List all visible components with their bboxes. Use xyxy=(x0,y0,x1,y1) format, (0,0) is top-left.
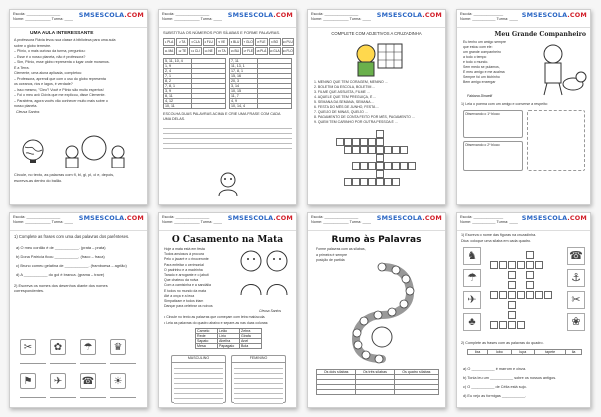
header: Escola: ________________ Nome: ____________ Turma: ____ SMSESCOLA.COM xyxy=(159,10,296,28)
worksheet-5[interactable] xyxy=(9,212,148,408)
table-row: Sapato Abelha Anel xyxy=(196,339,262,344)
table-row: Rede Lírio Girafa xyxy=(196,334,262,339)
syllable-cell: 8 FLE xyxy=(257,39,266,44)
poem-line: que estou com ele: xyxy=(463,45,493,49)
crossword-cell[interactable] xyxy=(344,178,352,186)
table-row[interactable]: 3, 9 xyxy=(164,88,226,93)
picture-item[interactable]: ⚑ xyxy=(20,373,48,403)
column-masculino[interactable]: MASCULINO xyxy=(171,355,226,403)
picture-item[interactable]: ☂ xyxy=(80,339,108,369)
table-row[interactable]: 7, 11 xyxy=(230,58,292,63)
instruction-2: • Leia as palavras do quadro abaixo e separe-as nas duas colunas: xyxy=(164,321,269,325)
site-logo: SMSESCOLA.COM xyxy=(521,214,587,222)
signature: Cleusa Santos xyxy=(259,309,282,313)
poem-line: Que chateou da noiva xyxy=(164,278,199,283)
crossword-cell[interactable] xyxy=(400,146,408,154)
site-logo: SMSESCOLA.COM xyxy=(78,11,144,19)
sentence: d) A ___________ do gol é branca. (grama – trave) xyxy=(16,271,105,277)
text-line: A professora Flávia levou sua classe à biblioteca para uma aula xyxy=(14,38,116,42)
table-row: Camelo Leão Zebra xyxy=(196,329,262,334)
instruction xyxy=(14,172,144,183)
sentence: a) O ___________ é marrom e cinza. xyxy=(463,367,527,371)
clue-item: 5. SEMANA DA SEMANA, SEMANA ... xyxy=(314,100,375,104)
syllable-cell: 16 BLI xyxy=(230,48,240,53)
sentence: c) Bruno comeu gelatina de ___________. (framboesa – agrião) xyxy=(16,262,127,268)
table-row[interactable]: 5, 11, 10, 4 xyxy=(164,58,226,63)
instruction-line: UMA DELAS. xyxy=(163,117,186,122)
word-box xyxy=(467,349,582,355)
instruction: SUBSTITUA OS NÚMEROS POR SÍLABAS E FORME PALAVRAS. xyxy=(163,30,281,35)
syllable-cell: 15 TA xyxy=(216,47,228,55)
answer-lines[interactable] xyxy=(163,124,292,150)
poem-line: Pelo o jacaré e o rinoceronte xyxy=(164,257,209,262)
text-line: – Parabéns, agora vocês vão conhecer muito mais sobre o xyxy=(14,98,108,103)
text-line: – Esse é o nosso planeta, não é professora? xyxy=(14,54,86,59)
crossword-cell[interactable] xyxy=(376,130,384,138)
syllable-cell: 10 PLU xyxy=(282,39,293,44)
table-row[interactable] xyxy=(317,390,439,395)
picture-item[interactable]: ♛ xyxy=(110,339,138,369)
syllable-cell: 11 MA xyxy=(164,48,174,53)
poem-line: Eu tenho um amigo sempre xyxy=(463,40,506,44)
crossword-cell[interactable] xyxy=(376,146,384,154)
syllable-cell: 19 GLA xyxy=(269,48,280,53)
crossword-cell[interactable] xyxy=(392,146,400,154)
crossword-cell[interactable] xyxy=(392,162,400,170)
crossword-cell[interactable] xyxy=(368,138,376,146)
sentence: d) Eu vejo as formigas ___________. xyxy=(463,394,527,398)
sentences xyxy=(10,243,147,279)
syllable-cell: 18 PLÁ xyxy=(256,48,267,53)
crossword-cell[interactable] xyxy=(526,251,534,259)
crossword-cell[interactable] xyxy=(400,162,408,170)
poem-line: Para enfeitar o cerimonial xyxy=(164,262,204,267)
instruction-line: posição de partida xyxy=(316,258,345,263)
poem-line: Tarado e arrogante e o jabuti xyxy=(164,273,209,278)
text-line: – Foi o meu avô Clóvis que me explicou, disse Clemente. xyxy=(14,93,106,97)
poem-line: O padrinho e a madrinha xyxy=(164,267,203,272)
signature: Cleusa Santos xyxy=(16,109,40,114)
crossword-cell[interactable] xyxy=(376,178,384,186)
syllable-cell: 6 BLU xyxy=(230,39,240,44)
boy-with-crossword-image xyxy=(348,40,406,78)
poem-line: Bem amigo enxergar xyxy=(463,80,496,84)
table-header: Os dois sílabas Os três sílabas Os quatro sílabas xyxy=(317,370,439,375)
crossword-cell[interactable] xyxy=(360,162,368,170)
crossword-cell[interactable] xyxy=(490,291,498,299)
worksheet-4[interactable] xyxy=(456,9,591,205)
instruction-line: 2) Escreva os nomes dos desenhos diante dos nomes xyxy=(14,282,108,288)
crossword-cell[interactable] xyxy=(352,162,360,170)
crossword-cell[interactable] xyxy=(352,146,360,154)
table-row[interactable]: 15, 16 xyxy=(230,73,292,78)
poem-line: Sem medo se pulamos, xyxy=(463,65,500,69)
question-2 xyxy=(10,279,147,294)
instruction-line: Circule, no texto, as palavras com fl, bl, gl, pl, cl e, depois, xyxy=(14,172,115,177)
crossword-grid[interactable] xyxy=(328,130,428,200)
instruction-line: escreva-as dentro do balão. xyxy=(14,177,63,183)
poem-line: um grande companheiro xyxy=(463,50,501,54)
crossword-cell[interactable] xyxy=(392,178,400,186)
site-logo: SMSESCOLA.COM xyxy=(78,214,144,222)
answer-box-1[interactable]: Observando o 1º bloco: xyxy=(463,110,523,138)
poem-line: E todos no mundo da mata xyxy=(164,288,207,293)
clue-item: 7. QUEIJO DE MINAS, QUEIJO ... xyxy=(314,110,368,114)
number-table xyxy=(163,58,292,109)
answer-box-2[interactable]: Observando o 2º bloco: xyxy=(463,141,523,171)
text-line: – Isso mesmo, "Cleo"! Você e Plínio são muito espertos! xyxy=(14,87,104,92)
column-feminino[interactable]: FEMININO xyxy=(231,355,286,403)
crossword-cell[interactable] xyxy=(368,146,376,154)
instruction-line: 1) Escreva o nome das figuras na cruzadinha. xyxy=(461,233,537,237)
syllable-cell: 2 TA xyxy=(176,38,188,46)
clue-list xyxy=(314,80,442,125)
syllable-cell: 5 VE xyxy=(216,38,228,46)
crossword-cell[interactable] xyxy=(360,146,368,154)
instruction-1: • Circule no texto as palavras que começam com letra maiúscula. xyxy=(164,315,266,319)
crossword-cell[interactable] xyxy=(526,281,534,289)
crossword-picture: ☎ xyxy=(567,247,585,265)
text-line: sobre o globo terrestre. xyxy=(14,43,52,48)
header: Escola: ________________ Nome: ____________ Turma: ____ SMSESCOLA.COM xyxy=(159,213,296,231)
table-row[interactable]: 10, 14, 4 xyxy=(230,103,292,108)
crossword-cell[interactable] xyxy=(508,311,516,319)
word-row: lixa lobo lupa tapete lia xyxy=(468,350,582,355)
clue-item: 8. PAGAMENTO DE CONTA FEITO POR MÊS, PAGAMENTO ... xyxy=(314,115,415,119)
crossword-picture: ✈ xyxy=(463,291,481,309)
table-row[interactable]: 2, 4 xyxy=(164,68,226,73)
clue-item: 9. QUEM TEM CARINHO POR OUTRA PESSOA É ... xyxy=(314,120,398,124)
text-line: os oceanos, rios e lagos, é verdade? xyxy=(14,82,73,86)
signature: Fabiana Dinaelli xyxy=(467,94,493,98)
crossword-cell[interactable] xyxy=(360,178,368,186)
table-row[interactable]: 3, 14 xyxy=(230,83,292,88)
crossword-cell[interactable] xyxy=(535,291,543,299)
poem-line: É meu amigo e me acalma xyxy=(463,70,505,74)
table-row[interactable]: 8, 2 xyxy=(164,78,226,83)
header: Escola: ______________ Nome: ___________ Turma: ____ SMSESCOLA.COM xyxy=(457,213,590,231)
syllable-cell: 1 PLA xyxy=(164,39,174,44)
site-logo: SMSESCOLA.COM xyxy=(227,11,293,19)
table-row[interactable]: 7, 8, 1 xyxy=(164,83,226,88)
game-title: Rumo às Palavras xyxy=(331,235,422,245)
crossword-cell[interactable] xyxy=(376,170,384,178)
syllable-cell: 4 FLU xyxy=(204,39,213,44)
question-2: 2) Complete as frases com as palavras do quadro. xyxy=(461,341,544,345)
site-logo: SMSESCOLA.COM xyxy=(376,11,442,19)
picture-item[interactable]: ✈ xyxy=(50,373,78,403)
clue-item: 2. BOLETIM DA ESCOLA, BOLETIM ... xyxy=(314,85,376,89)
crossword-cell[interactable] xyxy=(384,146,392,154)
poem-line: Até a onça e a leoa xyxy=(164,293,195,298)
sentence: c) O ___________ de Célia está sujo. xyxy=(463,385,527,389)
crossword-picture: ♣ xyxy=(463,313,481,331)
poem-line: Sempre foi um bichinho xyxy=(463,75,500,79)
kids-with-balloon-image xyxy=(54,134,134,168)
crossword-picture: ✂ xyxy=(567,291,585,309)
picture-crossword[interactable] xyxy=(463,247,587,337)
site-logo: SMSESCOLA.COM xyxy=(521,11,587,19)
picture-item[interactable]: ☀ xyxy=(110,373,138,403)
crossword-cell[interactable] xyxy=(344,146,352,154)
boy-and-dog-image xyxy=(535,40,587,98)
worksheet-7[interactable] xyxy=(307,212,446,408)
worksheet-6[interactable] xyxy=(158,212,297,408)
crossword-cell[interactable] xyxy=(508,291,516,299)
question-1: 1) Complete as frases com uma das palavras dos parênteses. xyxy=(14,234,130,239)
crossword-cell[interactable] xyxy=(526,261,534,269)
crossword-cell[interactable] xyxy=(490,321,498,329)
crossword-cell[interactable] xyxy=(376,138,384,146)
table-row[interactable]: 4, 9 xyxy=(230,98,292,103)
sentences xyxy=(463,365,587,401)
table-row[interactable]: 20, 3 xyxy=(230,78,292,83)
clue-item: 3. FILME QUE ASSUSTA, FILME ... xyxy=(314,90,370,94)
site-logo: SMSESCOLA.COM xyxy=(376,214,442,222)
drawing-box[interactable] xyxy=(527,110,585,171)
crossword-picture: ❀ xyxy=(567,313,585,331)
poem-line: Com a camisinha e a sandália xyxy=(164,283,211,288)
story-title: UMA AULA INTERESSANTE xyxy=(30,31,94,36)
header: Escola: ________________ Nome: ____________ Turma: ____ SMSESCOLA.COM xyxy=(308,10,445,28)
site-logo: SMSESCOLA.COM xyxy=(227,214,293,222)
syllable-cell: 7 GLO xyxy=(243,39,253,44)
syllable-cell: 17 FLE xyxy=(243,48,254,53)
crossword-cell[interactable] xyxy=(499,321,507,329)
crossword-cell[interactable] xyxy=(517,261,525,269)
crossword-picture: ♞ xyxy=(463,247,481,265)
story-title: O Casamento na Mata xyxy=(171,235,284,245)
poem-line: Hoje a mata está em festa xyxy=(164,247,205,251)
table-row[interactable]: 17, 8, 1 xyxy=(230,68,292,73)
crossword-cell[interactable] xyxy=(408,162,416,170)
picture-item[interactable]: ✿ xyxy=(50,339,78,369)
poem-title: Meu Grande Companheiro xyxy=(494,31,586,38)
instruction-line: Dica: coloque uma sílaba em cada quadro. xyxy=(461,238,532,243)
instruction-line: ESCOLHA DUAS PALAVRAS ACIMA E CRIE UMA FRASE COM CADA xyxy=(163,111,281,116)
crossword-cell[interactable] xyxy=(508,261,516,269)
syllable-cell: 3 CLA xyxy=(191,39,200,44)
table-row[interactable]: 7, 1 xyxy=(164,73,226,78)
poem-text xyxy=(164,247,234,309)
header: Escola: ______________ Nome: ___________ Turma: ____ SMSESCOLA.COM xyxy=(457,10,590,28)
clue-item: 6. FESTA DO MÊS DE JUNHO, FESTA ... xyxy=(314,105,380,109)
table-row[interactable]: 10, 11 xyxy=(164,103,226,108)
crossword-cell[interactable] xyxy=(535,261,543,269)
worksheet-2[interactable] xyxy=(158,9,297,205)
text-line: nosso planeta. xyxy=(14,104,38,108)
table-row[interactable]: 11, 7 xyxy=(230,93,292,98)
clue-item: 4. AQUELE QUE TEM PREGUIÇA, É ... xyxy=(314,95,377,99)
cartoon-image xyxy=(213,170,243,196)
animal-wedding-image xyxy=(235,245,293,297)
crossword-cell[interactable] xyxy=(360,138,368,146)
picture-grid xyxy=(20,339,140,405)
crossword-cell[interactable] xyxy=(368,162,376,170)
crossword-cell[interactable] xyxy=(544,291,552,299)
worksheet-8[interactable] xyxy=(456,212,591,408)
syllable-cell: 20 FLO xyxy=(282,48,293,53)
answer-table[interactable] xyxy=(316,369,439,395)
poem-line: Simpatizam e todos iriam xyxy=(164,299,204,304)
table-row[interactable]: 4, 12 xyxy=(164,98,226,103)
syllable-path-board[interactable] xyxy=(346,261,418,365)
sentence: b) Dona Patrícia ficou ___________. (fraco – fraca) xyxy=(16,253,105,259)
globe-icon xyxy=(20,138,46,164)
table-row: Mesa Papagaio Bola xyxy=(196,344,262,349)
text-line: – Professora, aprendi que com o uso do globo representa xyxy=(14,76,106,81)
text-line: – Sim, Plínio, esse globo representa o lugar onde moramos. xyxy=(14,60,110,64)
syllable-cell: 12 TE xyxy=(176,47,188,55)
crossword-cell[interactable] xyxy=(508,281,516,289)
crossword-cell[interactable] xyxy=(499,261,507,269)
crossword-cell[interactable] xyxy=(508,321,516,329)
crossword-cell[interactable] xyxy=(517,291,525,299)
worksheet-3[interactable] xyxy=(307,9,446,205)
crossword-cell[interactable] xyxy=(508,301,516,309)
crossword-cell[interactable] xyxy=(517,321,525,329)
crossword-cell[interactable] xyxy=(336,138,344,146)
instruction-line: a primeira é sempre xyxy=(316,252,348,257)
instruction-2 xyxy=(159,109,296,123)
table-row[interactable]: 1, 9 xyxy=(164,63,226,68)
story-text xyxy=(10,38,147,110)
crossword-cell[interactable] xyxy=(384,178,392,186)
crossword-cell[interactable] xyxy=(384,162,392,170)
crossword-cell[interactable] xyxy=(508,271,516,279)
word-box xyxy=(195,328,262,349)
syllable-cell: 9 BO xyxy=(269,38,281,46)
poem-line: e todo o mundo. xyxy=(463,60,489,64)
crossword-cell[interactable] xyxy=(352,138,360,146)
poem-line: Todos ansiosos à procura xyxy=(164,252,204,257)
picture-item[interactable]: ☎ xyxy=(80,373,108,403)
question-1 xyxy=(457,231,590,246)
crossword-cell[interactable] xyxy=(526,291,534,299)
worksheet-1[interactable] xyxy=(9,9,148,205)
table-row[interactable]: 10, 15 xyxy=(230,88,292,93)
crossword-cell[interactable] xyxy=(344,138,352,146)
poem-line: Dançar para celebrar os noivos xyxy=(164,304,213,309)
header: Escola: ________________ Nome: ____________ Turma: ____ SMSESCOLA.COM xyxy=(10,213,147,231)
crossword-cell[interactable] xyxy=(499,291,507,299)
text-line: Clemente, uma aluna aplicada, completou: xyxy=(14,71,83,75)
poem-line: a todo o tempo xyxy=(463,55,487,59)
text-line: É a Terra. xyxy=(14,65,30,70)
crossword-cell[interactable] xyxy=(376,154,384,162)
table-row[interactable]: 8, 11 xyxy=(164,93,226,98)
poem-text xyxy=(463,40,531,85)
syllable-grid xyxy=(163,38,294,55)
clue-item: 1. MENINO QUE TEM CORAGEM, MENINO ... xyxy=(314,80,388,84)
header: Escola: ________________ Nome: ____________ Turma: ____ SMSESCOLA.COM xyxy=(308,213,445,231)
text-line: – Plínio, o mais curioso da turma, perguntou: xyxy=(14,49,86,53)
picture-item[interactable]: ✂ xyxy=(20,339,48,369)
crossword-cell[interactable] xyxy=(352,178,360,186)
crossword-cell[interactable] xyxy=(368,178,376,186)
sentence: a) O meu cordão é de ___________. (prata – prata) xyxy=(16,244,106,250)
syllable-cell: 13 CLI xyxy=(191,48,200,53)
instruction-line: Forme palavras com as sílabas, xyxy=(316,247,366,251)
crossword-cell[interactable] xyxy=(376,162,384,170)
crossword-picture: ⚓ xyxy=(567,269,585,287)
instruction: COMPLETE COM ADJETIVOS A CRUZADINHA xyxy=(331,31,422,36)
syllable-cell: 14 NE xyxy=(204,48,213,53)
crossword-picture: ☂ xyxy=(463,269,481,287)
crossword-cell[interactable] xyxy=(490,261,498,269)
table-row[interactable]: 11, 13, 1 xyxy=(230,63,292,68)
crossword-cell[interactable] xyxy=(526,271,534,279)
instruction-line: correspondentes. xyxy=(14,288,45,294)
sentence: b) Tonia leu um ___________ sobre os nossos antigos. xyxy=(463,376,557,380)
header: Escola: ________________ Nome: ____________ Turma: ____ SMSESCOLA.COM xyxy=(10,10,147,28)
question-1: 1) Leia o poema com um amigo e converse a respeito: xyxy=(461,102,548,106)
